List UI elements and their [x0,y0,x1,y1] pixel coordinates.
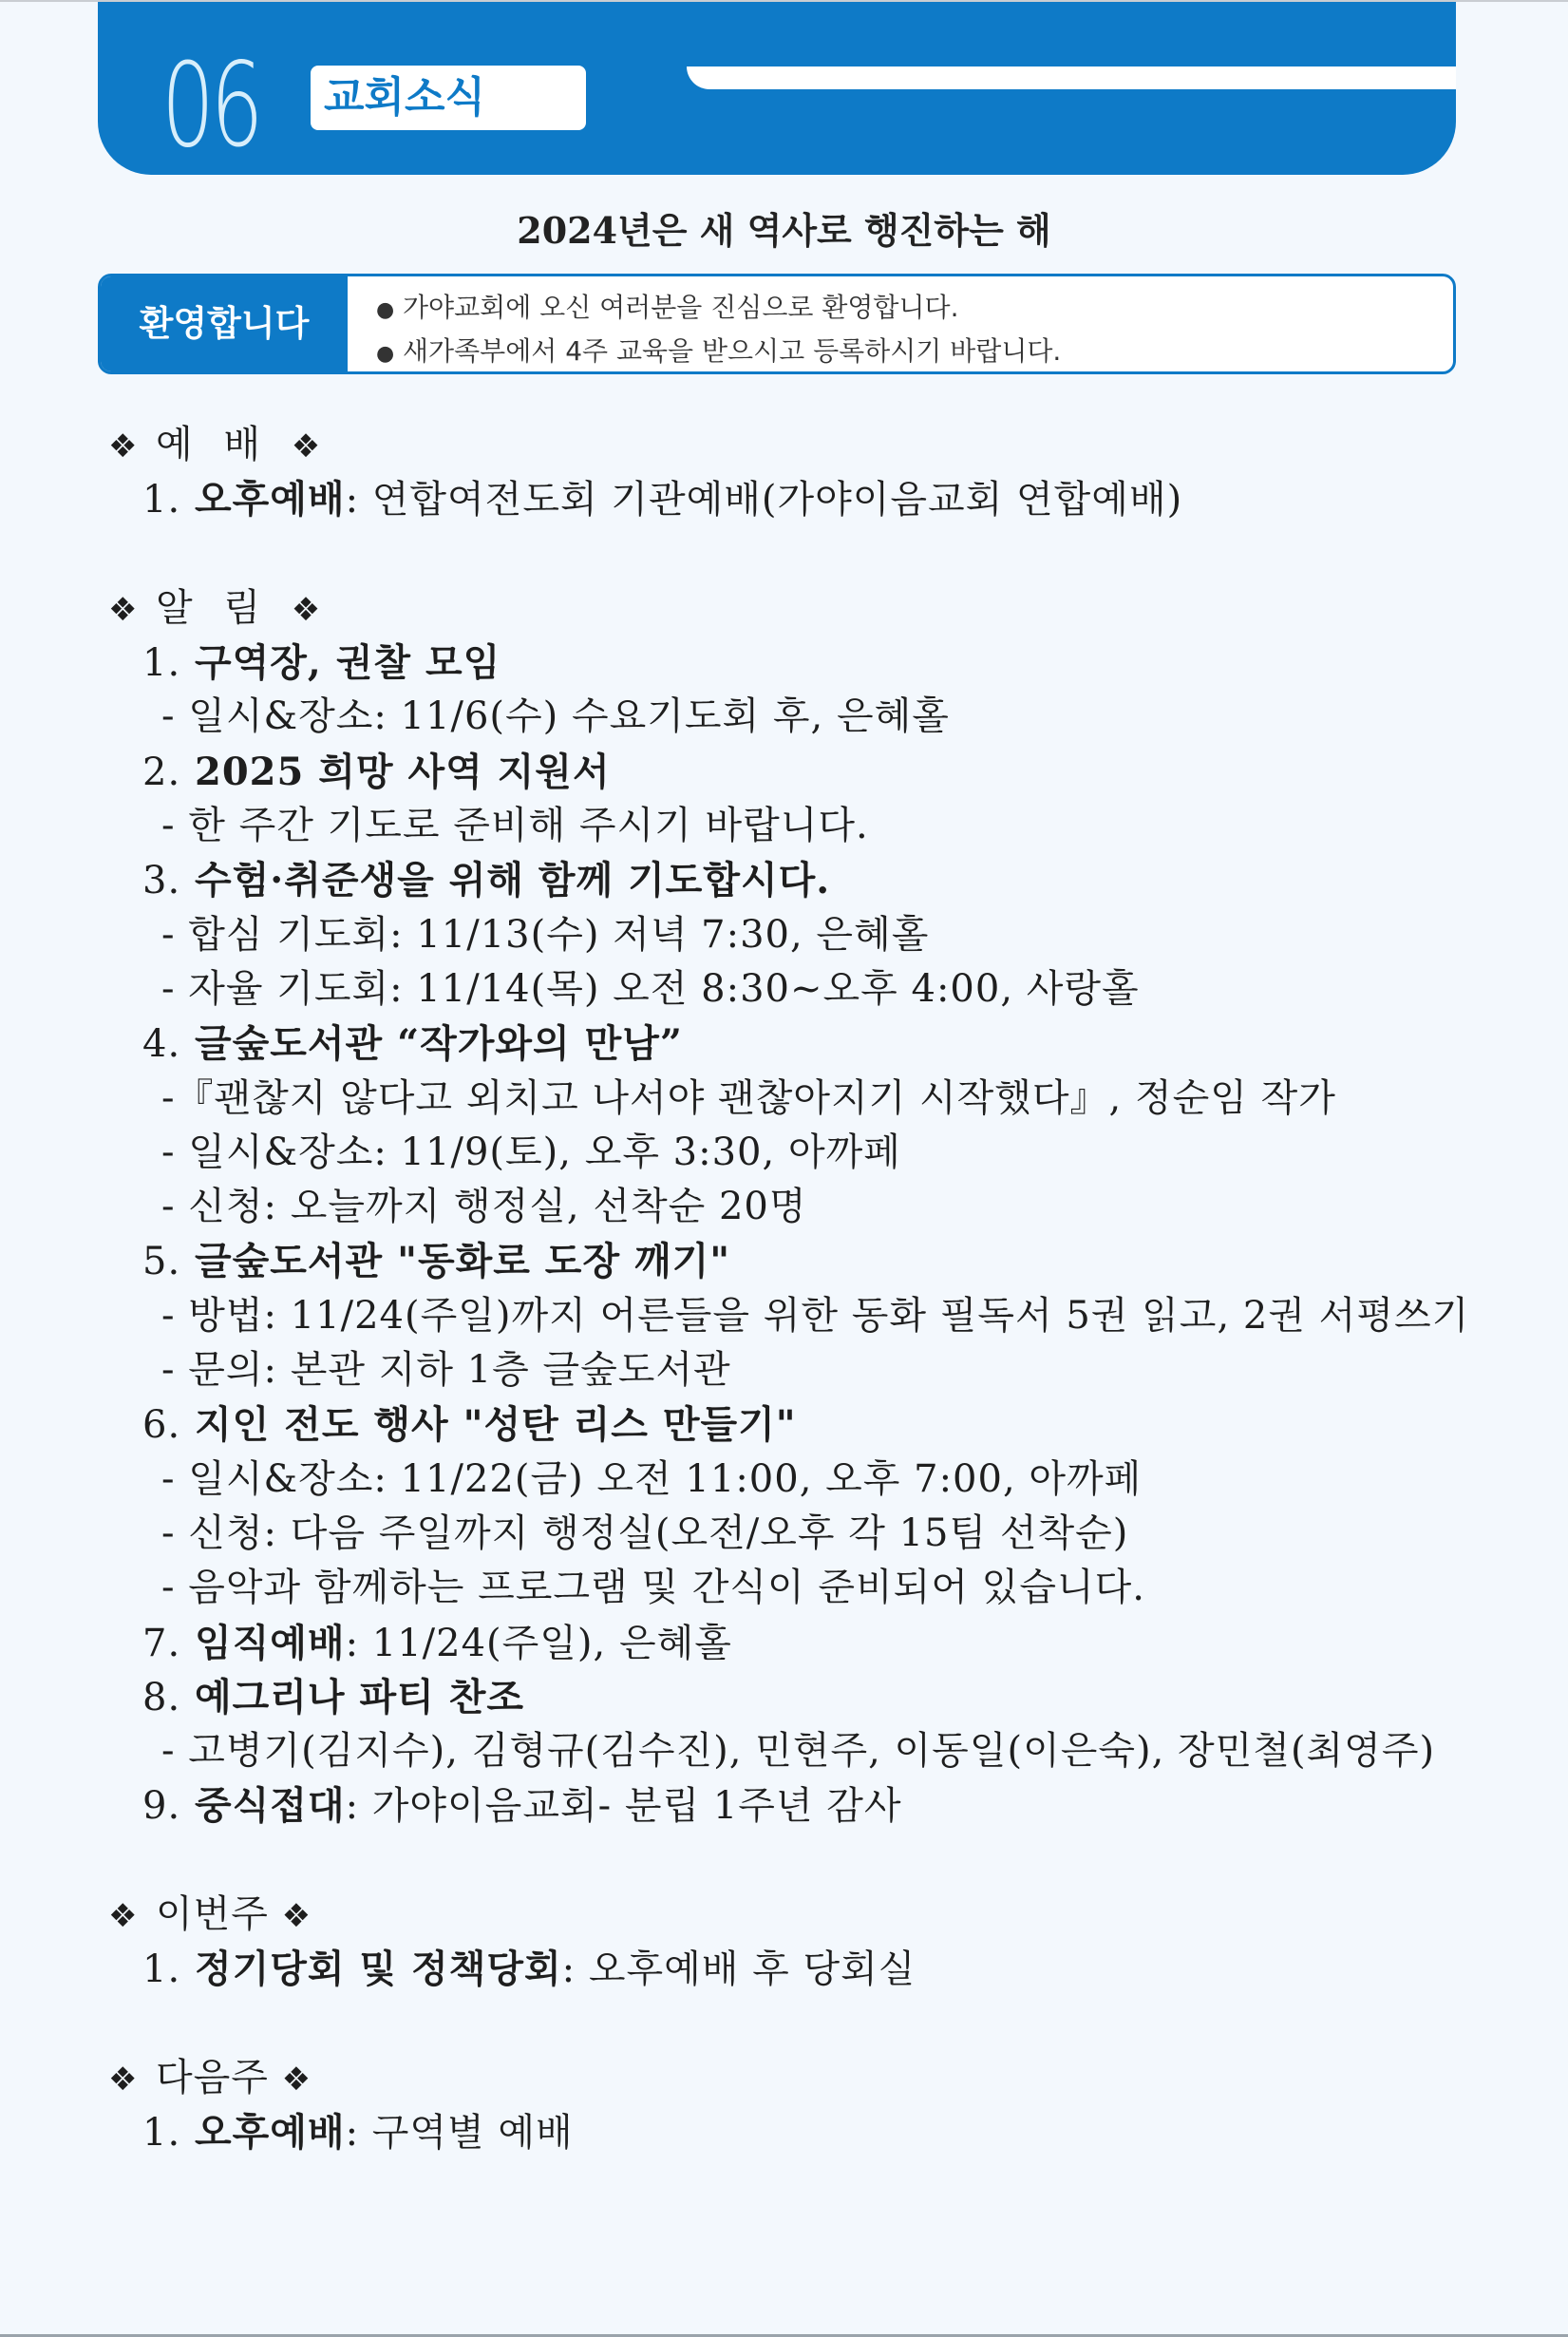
item-title: 오후예배 [195,477,346,522]
item-title: 글숲도서관 "동화로 도장 깨기" [195,1239,731,1284]
section-number: 06 [161,38,260,173]
item-number: 2. [142,750,181,794]
item-title: 구역장, 권찰 모임 [195,640,501,686]
list-subitem: - 음악과 함께하는 프로그램 및 간식이 준비되어 있습니다. [161,1566,1145,1610]
item-number: 6. [142,1403,181,1448]
item-number: 1. [142,2111,181,2156]
list-subitem: - 한 주간 기도로 준비해 주시기 바랍니다. [161,804,869,848]
item-title: 오후예배 [195,2110,346,2156]
section-heading-next-week [108,2051,1476,2105]
list-subitem: - 자율 기도회: 11/14(목) 오전 8:30~오후 4:00, 사랑홀 [161,966,1140,1011]
welcome-line [376,330,1061,373]
item-title: 2025 희망 사역 지원서 [195,749,611,794]
welcome-box [98,274,1456,374]
yearly-theme: 2024년은 새 역사로 행진하는 해 [517,209,1051,252]
list-item [108,636,1476,690]
bullet-icon: ● [376,342,395,366]
welcome-label: 환영합니다 [101,276,348,371]
spacer [108,1997,1476,2051]
bullet-icon: ● [376,298,395,322]
item-title: 지인 전도 행사 "성탄 리스 만들기" [195,1402,797,1448]
diamond-icon: ❖ [281,1897,312,1936]
heading-text: 예 배 [156,423,270,466]
announcements-content [108,418,1476,2160]
item-number: 9. [142,1784,181,1829]
diamond-icon: ❖ [108,590,138,629]
welcome-line-text: 새가족부에서 4주 교육을 받으시고 등록하시기 바랍니다. [403,335,1062,367]
item-title: 임직예배 [195,1620,346,1665]
list-subitem: - 문의: 본관 지하 1층 글숲도서관 [161,1348,731,1393]
list-subitem: - 합심 기도회: 11/13(수) 저녁 7:30, 은혜홀 [161,912,930,957]
diamond-icon: ❖ [281,2060,312,2099]
list-subitem: - 일시&장소: 11/9(토), 오후 3:30, 아까페 [161,1130,901,1174]
welcome-line-text: 가야교회에 오신 여러분을 진심으로 환영합니다. [403,292,959,323]
list-item [108,2105,1476,2159]
list-item [108,1016,1476,1071]
item-text: : 11/24(주일), 은혜홀 [345,1621,732,1665]
list-subitem: - 신청: 오늘까지 행정실, 선착순 20명 [161,1185,807,1229]
item-number: 5. [142,1240,181,1284]
item-number: 1. [142,1948,181,1992]
list-subitem: - 고병기(김지수), 김형규(김수진), 민현주, 이동일(이은숙), 장민철(최영주) [161,1729,1436,1774]
list-subitem: - 방법: 11/24(주일)까지 어른들을 위한 동화 필독서 5권 읽고, 2권 서평쓰기 [161,1293,1470,1338]
item-number: 1. [142,478,181,522]
list-item [108,1670,1476,1724]
section-header-band [98,2,1456,175]
header-white-strip [687,66,1456,89]
list-subitem: - 일시&장소: 11/22(금) 오전 11:00, 오후 7:00, 아까페 [161,1456,1143,1501]
heading-text: 다음주 [156,2055,269,2100]
list-item [108,1397,1476,1452]
item-title: 중식접대 [195,1783,346,1829]
diamond-icon: ❖ [291,428,321,466]
item-number: 1. [142,641,181,686]
list-subitem: - 신청: 다음 주일까지 행정실(오전/오후 각 15팀 선착순) [161,1510,1129,1555]
spacer [108,527,1476,581]
list-item [108,853,1476,907]
heading-text: 알 림 [156,585,270,630]
item-text: : 오후예배 후 당회실 [561,1948,916,1992]
section-heading-this-week [108,1888,1476,1942]
welcome-lines [376,286,1061,373]
section-heading-worship [108,418,1476,472]
list-item [108,745,1476,799]
item-title: 정기당회 및 정책당회 [195,1947,562,1992]
list-subitem: - 일시&장소: 11/6(수) 수요기도회 후, 은혜홀 [161,694,950,739]
section-title: 교회소식 [311,66,586,130]
item-title: 예그리나 파티 찬조 [195,1674,524,1720]
list-item [108,472,1476,526]
item-number: 4. [142,1022,181,1067]
item-number: 7. [142,1621,181,1665]
item-title: 글숲도서관 “작가와의 만남” [195,1021,683,1067]
item-title: 수험·취준생을 위해 함께 기도합시다. [195,858,831,903]
list-item [108,1942,1476,1996]
list-item [108,1234,1476,1288]
diamond-icon: ❖ [108,2060,138,2099]
heading-text: 이번주 [156,1892,269,1937]
item-number: 8. [142,1675,181,1720]
item-text: : 연합여전도회 기관예배(가야이음교회 연합예배) [345,478,1183,522]
item-text: : 가야이음교회- 분립 1주년 감사 [345,1784,902,1829]
spacer [108,1834,1476,1888]
list-item [108,1778,1476,1833]
diamond-icon: ❖ [108,1897,138,1936]
diamond-icon: ❖ [291,590,321,629]
welcome-line [376,286,1061,330]
item-text: : 구역별 예배 [345,2111,574,2156]
list-subitem: -『괜찮지 않다고 외치고 나서야 괜찮아지기 시작했다』, 정순임 작가 [161,1075,1336,1120]
item-number: 3. [142,859,181,903]
diamond-icon: ❖ [108,428,138,466]
section-heading-notices [108,581,1476,636]
list-item [108,1616,1476,1670]
